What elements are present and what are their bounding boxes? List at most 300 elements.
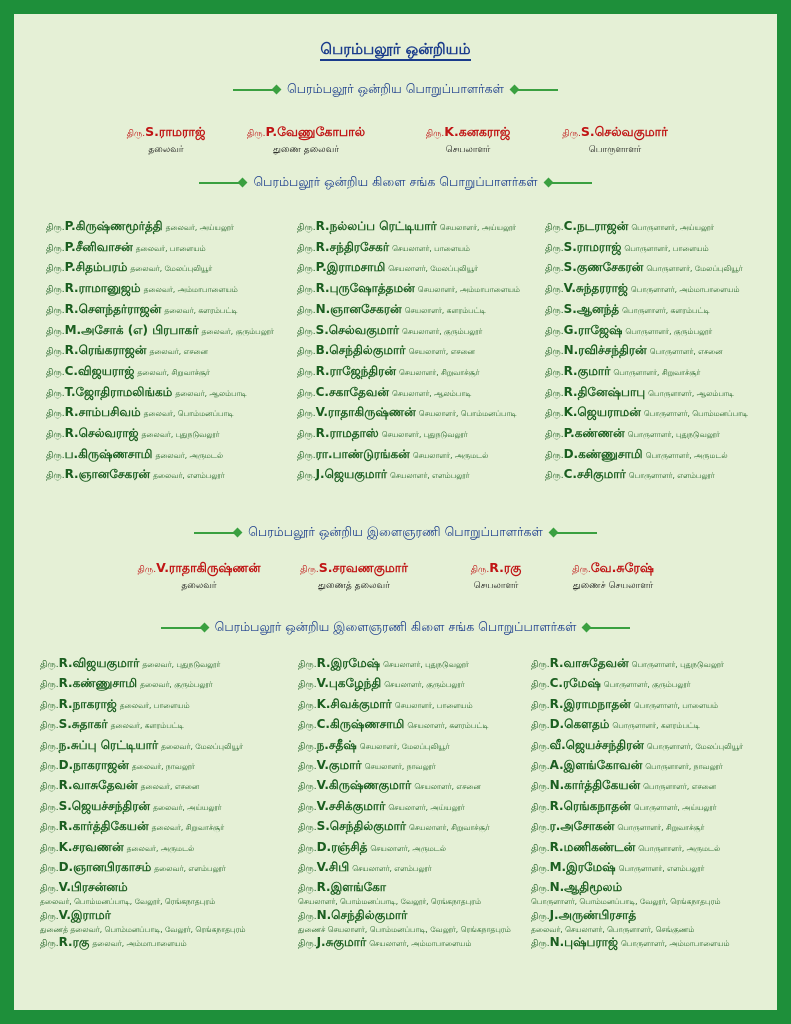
section-heading-youth-branch-officers — [14, 619, 777, 636]
member-entry — [40, 713, 184, 733]
honorific: திரு. — [545, 243, 564, 254]
member-detail: தலைவர், அம்மாபாளையம் — [143, 285, 238, 295]
member-entry — [46, 236, 206, 256]
honorific: திரு. — [531, 939, 550, 950]
member-detail: தலைவர், பொம்மனப்பாடி, வேலூர், ரெங்கநாதபுரம் — [40, 897, 216, 907]
honorific: திரு. — [298, 660, 317, 670]
member-name: ர.அசோகன் — [549, 819, 615, 834]
member-detail: பொருளாளர், மேலப்புலியூர் — [646, 264, 743, 274]
member-detail: பொருளாளர், அம்மாபாளையம் — [630, 285, 740, 295]
member-name: V.பிரசன்னம் — [58, 880, 128, 895]
honorific: திரு. — [298, 823, 317, 834]
member-entry — [46, 443, 223, 463]
member-entry — [40, 672, 212, 692]
divider-right — [514, 89, 558, 91]
honorific: திரு. — [297, 409, 316, 420]
member-name: V.சிபி — [316, 860, 350, 874]
honorific: திரு. — [562, 129, 581, 139]
member-entry — [46, 298, 237, 318]
member-entry — [545, 298, 710, 318]
member-name: N.கார்த்திகேயன் — [549, 778, 641, 793]
member-detail: துணைச் செயலாளர், பொம்மனப்பாடி, வேலூர், ரெங்கநாதபுரம் — [298, 924, 511, 934]
member-entry — [297, 277, 520, 297]
section-heading-text: பெரம்பலூர் ஒன்றிய கிளை சங்க பொறுப்பாளர்கள் — [253, 174, 538, 189]
member-name: V.ராதாகிருஷ்ணன் — [315, 405, 416, 420]
member-detail: தலைவர், சிறுவாச்சூர் — [151, 823, 225, 833]
honorific: திரு. — [297, 326, 316, 337]
officer-name-line — [114, 560, 284, 577]
member-name: C.சகாதேவன் — [315, 384, 389, 399]
member-entry — [297, 256, 478, 276]
honorific: திரு. — [572, 565, 591, 575]
member-name: R.ராமதாஸ் — [315, 426, 379, 440]
officer-name: S.ராமராஜ் — [145, 124, 206, 139]
member-name: R.ராஜேந்திரன் — [315, 363, 396, 378]
honorific: திரு. — [531, 660, 550, 670]
officer-name: P.வேணுகோபால் — [265, 124, 366, 139]
honorific: திரு. — [297, 305, 316, 316]
officer-role: தலைவர் — [148, 145, 184, 155]
member-entry — [297, 381, 471, 401]
member-name: R.இராமநாதன் — [549, 696, 631, 711]
member-detail: பொருளாளர், பாளையம் — [624, 243, 709, 253]
member-name: S.ஆனந்த் — [563, 301, 620, 316]
member-name: V.சுந்தரராஜ் — [563, 281, 628, 296]
honorific: திரு. — [545, 347, 564, 358]
member-detail: செயலாளர், அய்யலூர் — [388, 802, 465, 812]
honorific: திரு. — [246, 129, 266, 139]
honorific: திரு. — [531, 864, 550, 874]
member-detail: பொருளாளர், மேலப்புலியூர் — [646, 741, 744, 751]
member-detail: செயலாளர், அம்மாபாளையம் — [417, 285, 520, 295]
member-name: P.இராமசாமி — [315, 260, 386, 275]
member-entry — [531, 774, 716, 794]
member-name: C.கிருஷ்ணசாமி — [316, 717, 405, 732]
member-name: R.சௌந்தர்ராஜன் — [64, 301, 162, 316]
member-entry — [298, 693, 473, 713]
honorific: திரு. — [298, 864, 317, 874]
member-detail: பொருளாளர், களரம்பட்டி — [622, 305, 710, 315]
member-entry — [545, 256, 743, 276]
honorific: திரு. — [126, 129, 146, 139]
member-detail: செயலாளர், பொம்மனப்பாடி, வேலூர், ரெங்கநாதபுரம் — [298, 897, 482, 907]
honorific: திரு. — [531, 782, 550, 793]
member-detail: பொருளாளர், அருமடல் — [645, 450, 728, 460]
officer-role: தலைவர் — [181, 581, 217, 591]
member-entry — [531, 795, 716, 815]
member-entry — [545, 381, 734, 401]
member-name: V.சசிக்குமார் — [316, 798, 386, 813]
member-detail: செயலாளர், நாவலூர் — [364, 762, 436, 771]
member-entry — [46, 360, 210, 380]
member-name: T.ஜோதிராமலிங்கம் — [64, 384, 173, 399]
member-detail: தலைவர், பாளையம் — [135, 243, 206, 253]
member-detail: பொருளாளர், எளம்பலூர் — [618, 864, 705, 873]
honorific: திரு. — [46, 450, 65, 461]
member-entry — [297, 319, 482, 339]
member-name: R.குமார் — [563, 363, 611, 378]
member-name: S.குணசேகரன் — [563, 260, 644, 275]
member-entry — [545, 422, 720, 442]
honorific: திரு. — [40, 680, 59, 691]
officer-name: V.ராதாகிருஷ்ணன் — [156, 560, 261, 575]
member-name: K.சிவக்குமார் — [316, 696, 392, 711]
honorific: திரு. — [40, 762, 59, 772]
member-entry — [46, 339, 208, 359]
honorific: திரு. — [297, 223, 316, 233]
member-detail: செயலாளர், மேலப்புலியூர் — [359, 741, 450, 751]
member-entry — [297, 360, 479, 380]
member-entry — [46, 401, 233, 421]
member-name: V.கிருஷ்ணகுமார் — [316, 778, 412, 793]
member-entry — [46, 215, 234, 235]
honorific: திரு. — [531, 741, 550, 752]
member-name: V.புகழேந்தி — [316, 676, 382, 691]
member-detail: பொருளாளர், பாளையம் — [633, 700, 719, 710]
member-entry — [297, 422, 468, 442]
honorific: திரு. — [40, 864, 59, 874]
officer-role: பொருளாளர் — [588, 145, 642, 155]
member-entry — [297, 298, 486, 318]
member-name: R.வாசுதேவன் — [58, 778, 138, 793]
member-entry — [46, 319, 274, 339]
member-entry — [40, 754, 195, 774]
officer-name: S.சரவணகுமார் — [318, 560, 408, 575]
member-name: S.ஜெயச்சந்திரன் — [58, 798, 151, 813]
member-detail: தலைவர், மேலப்புலியூர் — [161, 741, 243, 751]
member-detail: பொருளாளர், குரும்பலூர் — [603, 680, 691, 690]
honorific: திரு. — [297, 450, 316, 461]
member-name: N.ஞானசேகரன் — [315, 301, 402, 316]
member-entry — [531, 815, 704, 835]
member-entry — [545, 463, 715, 483]
member-entry — [531, 713, 700, 733]
member-entry — [531, 754, 723, 774]
honorific: திரு. — [545, 430, 564, 440]
honorific: திரு. — [297, 367, 316, 378]
honorific: திரு. — [545, 388, 564, 399]
member-name: R.சாம்பசிவம் — [64, 405, 141, 420]
member-entry — [298, 876, 481, 907]
member-detail: செயலாளர், பாளையம் — [392, 243, 470, 253]
honorific: திரு. — [297, 430, 316, 440]
member-name: K.சரவணன் — [58, 839, 124, 854]
member-name: R.நல்லப்ப ரெட்டியார் — [315, 219, 437, 233]
honorific: திரு. — [46, 347, 65, 358]
member-detail: செயலாளர், எளம்பலூர் — [390, 471, 470, 481]
member-detail: தலைவர், பாளையம் — [119, 700, 190, 710]
member-detail: செயலாளர், பொம்மனப்பாடி — [418, 409, 517, 419]
member-detail: செயலாளர், சிறுவாச்சூர் — [398, 367, 480, 377]
member-name: D.நாகராஜன் — [58, 758, 129, 772]
officer-name-line — [528, 560, 698, 577]
member-entry — [298, 836, 446, 856]
member-detail: தலைவர், எசனை — [140, 782, 200, 792]
member-name: R.தினேஷ்பாபு — [563, 384, 646, 399]
honorific: திரு. — [46, 285, 65, 296]
member-entry — [545, 236, 709, 256]
member-entry — [40, 931, 187, 951]
divider-left — [233, 89, 277, 91]
member-entry — [298, 672, 465, 692]
member-entry — [531, 856, 704, 876]
member-name: R.புருஷோத்தமன் — [315, 281, 415, 296]
member-detail: தலைவர், அருமடல் — [155, 450, 224, 460]
member-entry — [298, 856, 432, 876]
member-entry — [40, 856, 226, 876]
member-name: S.செல்வகுமார் — [315, 322, 399, 337]
member-detail: பொருளாளர், அருமடல் — [638, 843, 721, 853]
honorific: திரு. — [40, 802, 59, 813]
honorific: திரு. — [298, 884, 317, 895]
member-name: C.சசிகுமார் — [563, 467, 626, 482]
divider-left — [161, 627, 205, 629]
member-name: D.ஞானபிரகாசம் — [58, 860, 152, 874]
page-title — [14, 40, 777, 60]
member-entry — [531, 672, 690, 692]
member-detail: தலைவர், களரம்பட்டி — [164, 305, 238, 315]
honorific: திரு. — [298, 721, 317, 732]
officer-role: துணை தலைவர் — [273, 145, 339, 155]
officer-name-line — [221, 124, 391, 141]
member-name: P.கண்ணன் — [563, 426, 625, 440]
honorific: திரு. — [531, 843, 550, 854]
member-detail: தலைவர், எசனை — [149, 347, 208, 357]
honorific: திரு. — [298, 782, 317, 793]
officer-role: துணைத் தலைவர் — [318, 581, 390, 591]
member-name: R.ஞானசேகரன் — [64, 467, 151, 482]
honorific: திரு. — [46, 430, 65, 440]
officer-card — [114, 560, 284, 592]
member-detail: தலைவர், நாவலூர் — [131, 762, 195, 771]
member-entry — [40, 904, 246, 935]
member-entry — [298, 774, 481, 794]
honorific: திரு. — [545, 264, 564, 275]
member-name: B.செந்தில்குமார் — [315, 343, 406, 358]
member-entry — [545, 319, 712, 339]
honorific: திரு. — [297, 388, 316, 399]
honorific: திரு. — [40, 823, 59, 834]
member-detail: செயலாளர், குரும்பலூர் — [384, 680, 465, 690]
member-detail: செயலாளர், எசனை — [414, 782, 481, 792]
member-name: R.விஜயகுமார் — [58, 656, 140, 670]
officer-name: வே.சுரேஷ் — [590, 560, 654, 575]
member-name: S.சுதாகர் — [58, 717, 108, 732]
member-detail: தலைவர், எளம்பலூர் — [153, 471, 225, 481]
member-entry — [40, 815, 224, 835]
member-name: R.நாகராஜ் — [58, 696, 117, 711]
honorific: திரு. — [470, 565, 490, 575]
honorific: திரு. — [40, 884, 59, 895]
member-name: R.செல்வராஜ் — [64, 426, 139, 440]
member-name: V.குமார் — [316, 758, 362, 772]
page-title-text: பெரம்பலூர் ஒன்றியம் — [320, 40, 470, 61]
member-detail: செயலாளர், புதுநடுவலூர் — [381, 430, 468, 439]
member-detail: தலைவர், எளம்பலூர் — [154, 864, 226, 873]
member-detail: செயலாளர், ஆலம்பாடி — [392, 388, 472, 398]
member-name: D.ரஞ்சித் — [316, 839, 368, 854]
section-heading-text: பெரம்பலூர் ஒன்றிய இளைஞரணி கிளை சங்க பொறுப்பாளர்கள் — [214, 619, 577, 634]
member-detail: தலைவர், புதுநடுவலூர் — [142, 660, 221, 669]
honorific: திரு. — [46, 243, 65, 254]
member-name: R.கண்ணுசாமி — [58, 676, 138, 691]
honorific: திரு. — [40, 660, 59, 670]
member-detail: செயலாளர், எசனை — [408, 347, 475, 357]
member-detail: தலைவர், குரும்பலூர் — [140, 680, 213, 690]
member-entry — [46, 463, 224, 483]
member-entry — [297, 236, 470, 256]
honorific: திரு. — [531, 680, 550, 691]
member-name: K.ஜெயராமன் — [563, 405, 641, 420]
honorific: திரு. — [298, 802, 317, 813]
member-entry — [298, 795, 465, 815]
member-name: R.சந்திரசேகர் — [315, 239, 390, 254]
honorific: திரு. — [545, 471, 564, 482]
poster — [14, 14, 777, 1010]
member-name: R.ரெங்கநாதன் — [549, 798, 631, 813]
member-entry — [531, 734, 743, 754]
divider-left — [194, 532, 238, 534]
member-name: C.ரமேஷ் — [549, 676, 601, 691]
member-name: ந.சதீஷ் — [316, 737, 357, 752]
divider-left — [199, 182, 243, 184]
member-detail: தலைவர், புதுநடுவலூர் — [141, 430, 220, 439]
member-entry — [298, 652, 469, 672]
officer-card — [530, 124, 700, 156]
officer-role: செயலாளர் — [473, 581, 519, 591]
officer-name-line — [383, 124, 553, 141]
member-detail: பொருளாளர், களரம்பட்டி — [612, 721, 700, 731]
member-entry — [297, 401, 516, 421]
member-name: R.வாசுதேவன் — [549, 656, 629, 670]
member-entry — [545, 215, 714, 235]
section-heading-text: பெரம்பலூர் ஒன்றிய பொறுப்பாளர்கள் — [287, 81, 504, 96]
member-name: A.இளங்கோவன் — [549, 758, 643, 772]
member-name: G.ராஜேஷ் — [563, 322, 623, 337]
member-entry — [40, 876, 215, 907]
member-name: வீ.ஜெயச்சந்திரன் — [549, 737, 644, 752]
member-entry — [298, 931, 471, 951]
honorific: திரு. — [298, 843, 317, 854]
member-detail: தலைவர், அய்யலூர் — [165, 223, 234, 232]
member-name: R.இளங்கோ — [316, 880, 387, 895]
section-heading-youth-officers — [14, 524, 777, 541]
member-name: R.கார்த்திகேயன் — [58, 819, 149, 834]
member-entry — [46, 277, 238, 297]
member-name: N.ஆதிமூலம் — [549, 880, 623, 895]
member-entry — [298, 904, 511, 935]
member-detail: செயலாளர், களரம்பட்டி — [407, 721, 489, 731]
member-name: S.செந்தில்குமார் — [316, 819, 407, 834]
honorific: திரு. — [531, 762, 550, 772]
honorific: திரு. — [545, 409, 564, 420]
member-name: M.அசோக் (எ) பிரபாகர் — [64, 322, 199, 337]
officer-name: K.கனகராஜ் — [444, 124, 511, 139]
member-detail: தலைவர், களரம்பட்டி — [110, 721, 184, 731]
member-detail: தலைவர், அம்மாபாளையம் — [92, 939, 187, 949]
member-detail: பொருளாளர், ஆலம்பாடி — [648, 388, 734, 398]
honorific: திரு. — [46, 326, 65, 337]
member-detail: பொருளாளர், எசனை — [643, 782, 716, 792]
member-detail: செயலாளர், களரம்பட்டி — [404, 305, 486, 315]
member-entry — [531, 904, 694, 935]
section-heading-text: பெரம்பலூர் ஒன்றிய இளைஞரணி பொறுப்பாளர்கள் — [248, 524, 543, 539]
member-name: P.சிதம்பரம் — [64, 260, 128, 275]
member-name: D.கண்ணுசாமி — [563, 446, 643, 461]
member-detail: பொருளாளர், எளம்பலூர் — [628, 471, 715, 481]
member-name: P.சீனிவாசன் — [64, 239, 133, 254]
honorific: திரு. — [297, 285, 316, 296]
member-detail: பொருளாளர், எசனை — [649, 347, 723, 357]
member-entry — [545, 360, 700, 380]
member-detail: பொருளாளர், சிறுவாச்சூர் — [613, 367, 701, 377]
honorific: திரு. — [531, 823, 550, 834]
member-detail: துணைத் தலைவர், பொம்மனப்பாடி, வேலூர், ரெங்கநாதபுரம் — [40, 924, 246, 934]
honorific: திரு. — [425, 129, 445, 139]
member-name: J.அருண்பிரசாத் — [549, 907, 637, 922]
member-name: J.ஜெயகுமார் — [315, 467, 388, 482]
honorific: திரு. — [531, 884, 550, 895]
member-name: N.புஷ்பராஜ் — [549, 935, 618, 950]
member-detail: பொருளாளர், குரும்பலூர் — [625, 326, 713, 336]
honorific: திரு. — [545, 367, 564, 378]
member-entry — [531, 931, 730, 951]
member-detail: பொருளாளர், அய்யலூர் — [633, 802, 717, 812]
honorific: திரு. — [297, 264, 316, 275]
honorific: திரு. — [297, 347, 316, 358]
member-entry — [545, 401, 748, 421]
member-entry — [297, 215, 516, 235]
honorific: திரு. — [46, 223, 65, 233]
member-entry — [531, 876, 720, 907]
honorific: திரு. — [531, 802, 550, 813]
member-entry — [531, 693, 718, 713]
member-detail: செயலாளர், குரும்பலூர் — [402, 326, 483, 336]
officer-name: R.ரகு — [489, 560, 522, 575]
divider-right — [586, 627, 630, 629]
member-entry — [297, 443, 488, 463]
honorific: திரு. — [545, 223, 564, 233]
officer-card — [383, 124, 553, 156]
honorific: திரு. — [46, 471, 65, 482]
member-detail: பொருளாளர், பொம்மனப்பாடி — [643, 409, 749, 419]
member-entry — [297, 463, 469, 483]
honorific: திரு. — [46, 388, 65, 399]
divider-right — [553, 532, 597, 534]
member-name: R.ராமானுஜம் — [64, 281, 141, 296]
member-name: D.கௌதம் — [549, 717, 610, 732]
honorific: திரு. — [46, 264, 65, 275]
member-name: R.இரமேஷ் — [316, 656, 381, 670]
honorific: திரு. — [46, 305, 65, 316]
member-detail: தலைவர், சிறுவாச்சூர் — [137, 367, 210, 377]
member-entry — [40, 774, 199, 794]
section-heading-union-officers — [14, 81, 777, 98]
member-name: S.ராமராஜ் — [563, 239, 622, 254]
honorific: திரு. — [545, 285, 564, 296]
member-detail: தலைவர், மேலப்புலியூர் — [130, 264, 213, 274]
honorific: திரு. — [298, 700, 317, 711]
divider-right — [548, 182, 592, 184]
member-entry — [545, 443, 728, 463]
member-entry — [545, 277, 740, 297]
member-entry — [40, 795, 221, 815]
officer-card — [528, 560, 698, 592]
honorific: திரு. — [40, 843, 59, 854]
member-detail: செயலாளர், அருமடல் — [412, 450, 489, 460]
honorific: திரு. — [298, 911, 317, 922]
honorific: திரு. — [545, 326, 564, 337]
